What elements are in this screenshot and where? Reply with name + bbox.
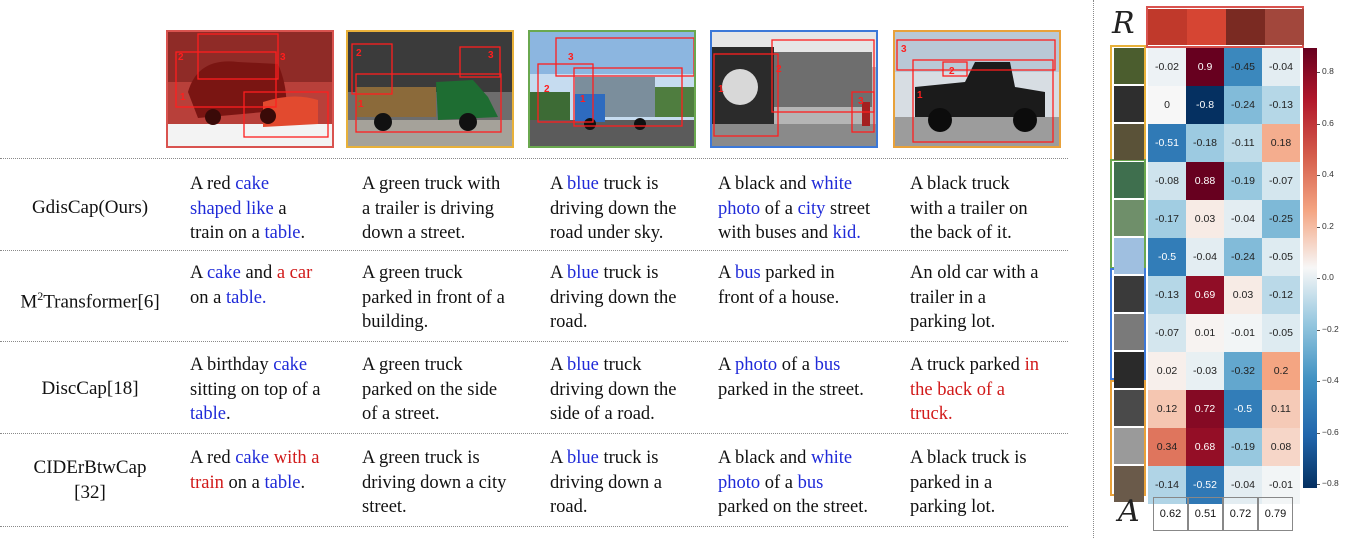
method-label-gdiscap: GdisCap(Ours) — [31, 197, 149, 218]
heatmap-cell: -0.51 — [1148, 124, 1186, 162]
caption-word-distinct: cake — [273, 355, 308, 375]
box-label: 2 — [356, 48, 362, 59]
caption-word-error: the back of a — [910, 379, 1006, 400]
colorbar-tick-label: 0.4 — [1322, 169, 1334, 179]
caption-word-distinct: table — [264, 472, 301, 493]
caption-word-distinct: shaped like — [190, 198, 274, 219]
caption-word-distinct: cake — [235, 174, 270, 194]
heatmap-cell: 0.02 — [1148, 352, 1186, 390]
heatmap-cell: 0.34 — [1148, 428, 1186, 466]
heatmap-cell: 0.11 — [1262, 390, 1300, 428]
caption-word-error: truck. — [910, 404, 953, 424]
heatmap-cell: -0.32 — [1224, 352, 1262, 390]
caption-text: A green truck — [362, 355, 463, 375]
heatmap-cell: 0.18 — [1262, 124, 1300, 162]
caption-text: building. — [362, 312, 429, 332]
region-thumbnail — [1114, 428, 1144, 464]
caption-text: parking lot. — [910, 312, 996, 332]
caption-text: parked in a — [910, 472, 993, 493]
caption-cell — [910, 353, 1070, 427]
caption-word-distinct: cake — [206, 263, 241, 283]
heatmap-cell: -0.03 — [1186, 352, 1224, 390]
caption-text: road. — [550, 497, 588, 517]
caption-text: down a street. — [362, 223, 466, 243]
caption-text: front of a house. — [718, 287, 840, 308]
caption-text: A birthday — [190, 355, 274, 375]
region-thumbnail — [1114, 162, 1144, 198]
caption-text: a — [273, 198, 287, 219]
heatmap-cell: -0.04 — [1224, 466, 1262, 504]
caption-word-distinct: bus — [797, 472, 824, 493]
caption-word-distinct: blue — [566, 448, 599, 468]
caption-text: A — [718, 263, 735, 283]
colorbar-tick-label: −0.6 — [1322, 426, 1339, 437]
a-value-cell: 0.62 — [1153, 497, 1188, 531]
caption-text: road. — [550, 312, 588, 332]
box-label: 2 — [776, 64, 782, 75]
heatmap-cell: -0.14 — [1148, 466, 1186, 504]
region-thumbnail — [1114, 390, 1144, 426]
method-label-ciderbtwcap: CIDErBtwCap [32] — [33, 457, 147, 503]
caption-cell — [718, 446, 878, 520]
caption-text: A — [550, 355, 567, 375]
caption-cell — [718, 261, 878, 310]
heatmap-cell: -0.08 — [1148, 162, 1186, 200]
caption-word-distinct: cake — [235, 448, 270, 468]
method-label-m2transformer: $M^2Transformer[6]$ — [20, 289, 160, 313]
heatmap-cell: 0.08 — [1262, 428, 1300, 466]
caption-cell — [910, 172, 1070, 246]
heatmap-cell: -0.01 — [1224, 314, 1262, 352]
heatmap-cell: -0.02 — [1148, 48, 1186, 86]
heatmap-cell: -0.12 — [1262, 276, 1300, 314]
caption-word-distinct: photo — [718, 472, 761, 493]
heatmap-cell: -0.19 — [1224, 162, 1262, 200]
caption-text: a trailer is driving — [362, 198, 495, 219]
heatmap-cell: -0.04 — [1262, 48, 1300, 86]
colorbar-tick-label: −0.4 — [1322, 375, 1339, 385]
heatmap-cell: -0.8 — [1186, 86, 1224, 124]
colorbar — [1303, 48, 1317, 488]
caption-word-distinct: city — [797, 198, 826, 219]
caption-word-distinct: table — [264, 223, 301, 243]
thumbnail-green-truck — [346, 30, 514, 148]
box-label: 2 — [949, 66, 955, 77]
region-thumbnail — [1114, 200, 1144, 236]
caption-word-distinct: kid. — [832, 223, 861, 243]
box-label: 2 — [178, 52, 184, 63]
caption-cell — [362, 353, 522, 427]
colorbar-tick-label: −0.2 — [1322, 323, 1339, 334]
caption-text: A red — [190, 448, 236, 468]
region-thumbnail — [1114, 238, 1144, 274]
heatmap-cell: -0.45 — [1224, 48, 1262, 86]
caption-word-error: a car — [276, 263, 313, 283]
caption-word-distinct: photo — [734, 355, 778, 375]
caption-text: A — [550, 263, 567, 283]
a-value-cell: 0.72 — [1223, 497, 1258, 531]
caption-text: . — [300, 223, 306, 243]
thumbnail-black-truck — [893, 30, 1061, 148]
caption-text: A black truck — [910, 174, 1010, 194]
a-symbol: A — [1118, 494, 1140, 529]
heatmap-cell: 0.2 — [1262, 352, 1300, 390]
colorbar-tick-label: 0.2 — [1322, 220, 1334, 231]
caption-cell — [550, 353, 710, 427]
caption-text: parked in the street. — [718, 379, 864, 400]
caption-cell — [550, 261, 710, 335]
row-divider — [0, 526, 1068, 527]
caption-text: parking lot. — [910, 497, 996, 517]
caption-text: A green truck with — [362, 174, 501, 194]
caption-text: on a — [190, 287, 226, 308]
heatmap-cell: -0.24 — [1224, 86, 1262, 124]
heatmap-cell: 0.69 — [1186, 276, 1224, 314]
heatmap-cell: -0.05 — [1262, 238, 1300, 276]
thumbnail-blue-truck — [528, 30, 696, 148]
heatmap-cell: -0.24 — [1224, 238, 1262, 276]
caption-text: driving down a city — [362, 472, 507, 493]
heatmap-cell: -0.5 — [1148, 238, 1186, 276]
box-label: 3 — [901, 44, 907, 55]
caption-text: An old car with a — [910, 263, 1039, 283]
caption-word-distinct: bus — [814, 355, 841, 375]
thumbnail-cake-truck — [166, 30, 334, 148]
heatmap-cell: -0.25 — [1262, 200, 1300, 238]
caption-word-distinct: white — [811, 448, 853, 468]
caption-text: A — [190, 263, 207, 283]
heatmap-cell: -0.01 — [1262, 466, 1300, 504]
heatmap-cell: -0.52 — [1186, 466, 1224, 504]
caption-text: truck is — [598, 174, 659, 194]
caption-word-error: with a — [273, 448, 320, 468]
caption-word-distinct: white — [811, 174, 853, 194]
heatmap-cell: -0.18 — [1186, 124, 1224, 162]
heatmap-cell: 0.12 — [1148, 390, 1186, 428]
heatmap-cell: -0.11 — [1224, 124, 1262, 162]
box-label: 2 — [544, 84, 550, 95]
heatmap-cell: -0.04 — [1186, 238, 1224, 276]
box-label: 3 — [858, 96, 864, 107]
caption-text: road under sky. — [550, 223, 664, 243]
caption-text: train on a — [190, 223, 265, 243]
caption-text: truck — [598, 355, 642, 375]
caption-text: A black and — [718, 448, 811, 468]
section-divider — [1093, 0, 1094, 538]
box-label: 3 — [280, 52, 286, 63]
caption-text: A black truck is — [910, 448, 1027, 468]
box-label: 3 — [568, 52, 574, 63]
colorbar-tick-label: 0.0 — [1322, 272, 1334, 282]
a-value-cell: 0.51 — [1188, 497, 1223, 531]
reference-thumbnail — [1187, 9, 1226, 45]
box-label: 1 — [718, 84, 724, 95]
caption-cell — [190, 446, 350, 495]
caption-text: A green truck is — [362, 448, 480, 468]
caption-text: on a — [223, 472, 265, 493]
caption-cell — [190, 172, 350, 246]
caption-text: A — [550, 448, 567, 468]
caption-text: driving down the — [550, 287, 677, 308]
caption-text: A truck parked — [910, 355, 1025, 375]
caption-text: parked on the street. — [718, 497, 868, 517]
caption-text: with buses and — [718, 223, 833, 243]
caption-word-error: train — [190, 472, 224, 493]
region-thumbnail — [1114, 314, 1144, 350]
caption-text: trailer in a — [910, 287, 987, 308]
reference-thumbnail — [1226, 9, 1265, 45]
row-divider — [0, 433, 1068, 434]
caption-word-distinct: table — [190, 404, 226, 424]
heatmap-cell: 0.68 — [1186, 428, 1224, 466]
caption-word-distinct: blue — [566, 174, 599, 194]
caption-text: driving down a — [550, 472, 663, 493]
caption-cell — [910, 261, 1070, 335]
heatmap-cell: 0.9 — [1186, 48, 1224, 86]
region-thumbnail — [1114, 276, 1144, 312]
caption-text: A red — [190, 174, 236, 194]
caption-text: parked in front of a — [362, 287, 505, 308]
heatmap-cell: -0.04 — [1224, 200, 1262, 238]
caption-text: with a trailer on — [910, 198, 1028, 219]
heatmap-cell: -0.13 — [1148, 276, 1186, 314]
heatmap-cell: -0.17 — [1148, 200, 1186, 238]
caption-text: of a — [760, 472, 798, 493]
caption-cell — [718, 172, 878, 246]
colorbar-tick-label: 0.8 — [1322, 66, 1334, 76]
caption-text: truck is — [598, 263, 659, 283]
region-thumbnail — [1114, 86, 1144, 122]
caption-text: A green truck — [362, 263, 463, 283]
a-value-cell: 0.79 — [1258, 497, 1293, 531]
caption-word-distinct: table. — [225, 287, 267, 308]
similarity-heatmap — [1148, 48, 1300, 504]
caption-cell — [718, 353, 878, 402]
caption-cell — [190, 353, 350, 427]
caption-text: A black and — [718, 174, 811, 194]
method-label-disccap: DiscCap[18] — [41, 378, 139, 399]
thumbnail-bw-photo — [710, 30, 878, 148]
caption-text: truck is — [598, 448, 659, 468]
r-symbol: R — [1112, 6, 1135, 41]
caption-cell — [190, 261, 350, 310]
caption-text: driving down the — [550, 379, 677, 400]
heatmap-cell: 0.72 — [1186, 390, 1224, 428]
caption-text: . — [225, 404, 231, 424]
caption-text: street. — [362, 497, 407, 517]
box-label: 1 — [180, 92, 186, 103]
row-divider — [0, 250, 1068, 251]
colorbar-tick-label: −0.8 — [1322, 478, 1339, 488]
heatmap-cell: 0.03 — [1224, 276, 1262, 314]
caption-text: the back of it. — [910, 223, 1012, 243]
heatmap-cell: 0 — [1148, 86, 1186, 124]
caption-text: of a — [777, 355, 815, 375]
caption-word-distinct: blue — [566, 263, 599, 283]
heatmap-cell: -0.13 — [1262, 86, 1300, 124]
caption-word-distinct: blue — [566, 355, 599, 375]
caption-text: of a — [760, 198, 798, 219]
region-thumbnail — [1114, 352, 1144, 388]
box-label: 1 — [917, 90, 923, 101]
caption-text: parked on the side — [362, 379, 498, 400]
heatmap-cell: 0.88 — [1186, 162, 1224, 200]
box-label: 1 — [358, 99, 364, 110]
heatmap-cell: 0.01 — [1186, 314, 1224, 352]
row-divider — [0, 158, 1068, 159]
caption-text: of a street. — [362, 404, 440, 424]
heatmap-cell: -0.5 — [1224, 390, 1262, 428]
caption-text: A — [550, 174, 567, 194]
caption-cell — [550, 446, 710, 520]
caption-cell — [910, 446, 1070, 520]
caption-cell — [550, 172, 710, 246]
region-thumbnail — [1114, 48, 1144, 84]
heatmap-cell: -0.05 — [1262, 314, 1300, 352]
reference-thumbnail — [1148, 9, 1187, 45]
caption-cell — [362, 261, 522, 335]
caption-text: sitting on top of a — [190, 379, 321, 400]
caption-cell — [362, 446, 522, 520]
heatmap-cell: -0.19 — [1224, 428, 1262, 466]
heatmap-cell: -0.07 — [1148, 314, 1186, 352]
caption-text: A — [718, 355, 735, 375]
caption-text: side of a road. — [550, 404, 655, 424]
caption-cell — [362, 172, 522, 246]
row-divider — [0, 341, 1068, 342]
heatmap-cell: -0.07 — [1262, 162, 1300, 200]
caption-word-distinct: photo — [718, 198, 761, 219]
colorbar-tick-label: 0.6 — [1322, 117, 1334, 128]
caption-text: and — [240, 263, 277, 283]
caption-word-distinct: bus — [734, 263, 761, 283]
region-thumbnail — [1114, 124, 1144, 160]
reference-thumbnail — [1265, 9, 1304, 45]
caption-text: street — [825, 198, 871, 219]
caption-text: . — [300, 472, 306, 493]
caption-text: parked in — [760, 263, 835, 283]
heatmap-cell: 0.03 — [1186, 200, 1224, 238]
box-label: 1 — [580, 94, 586, 105]
caption-word-error: in — [1024, 355, 1039, 375]
caption-text: driving down the — [550, 198, 677, 219]
box-label: 3 — [488, 50, 494, 61]
